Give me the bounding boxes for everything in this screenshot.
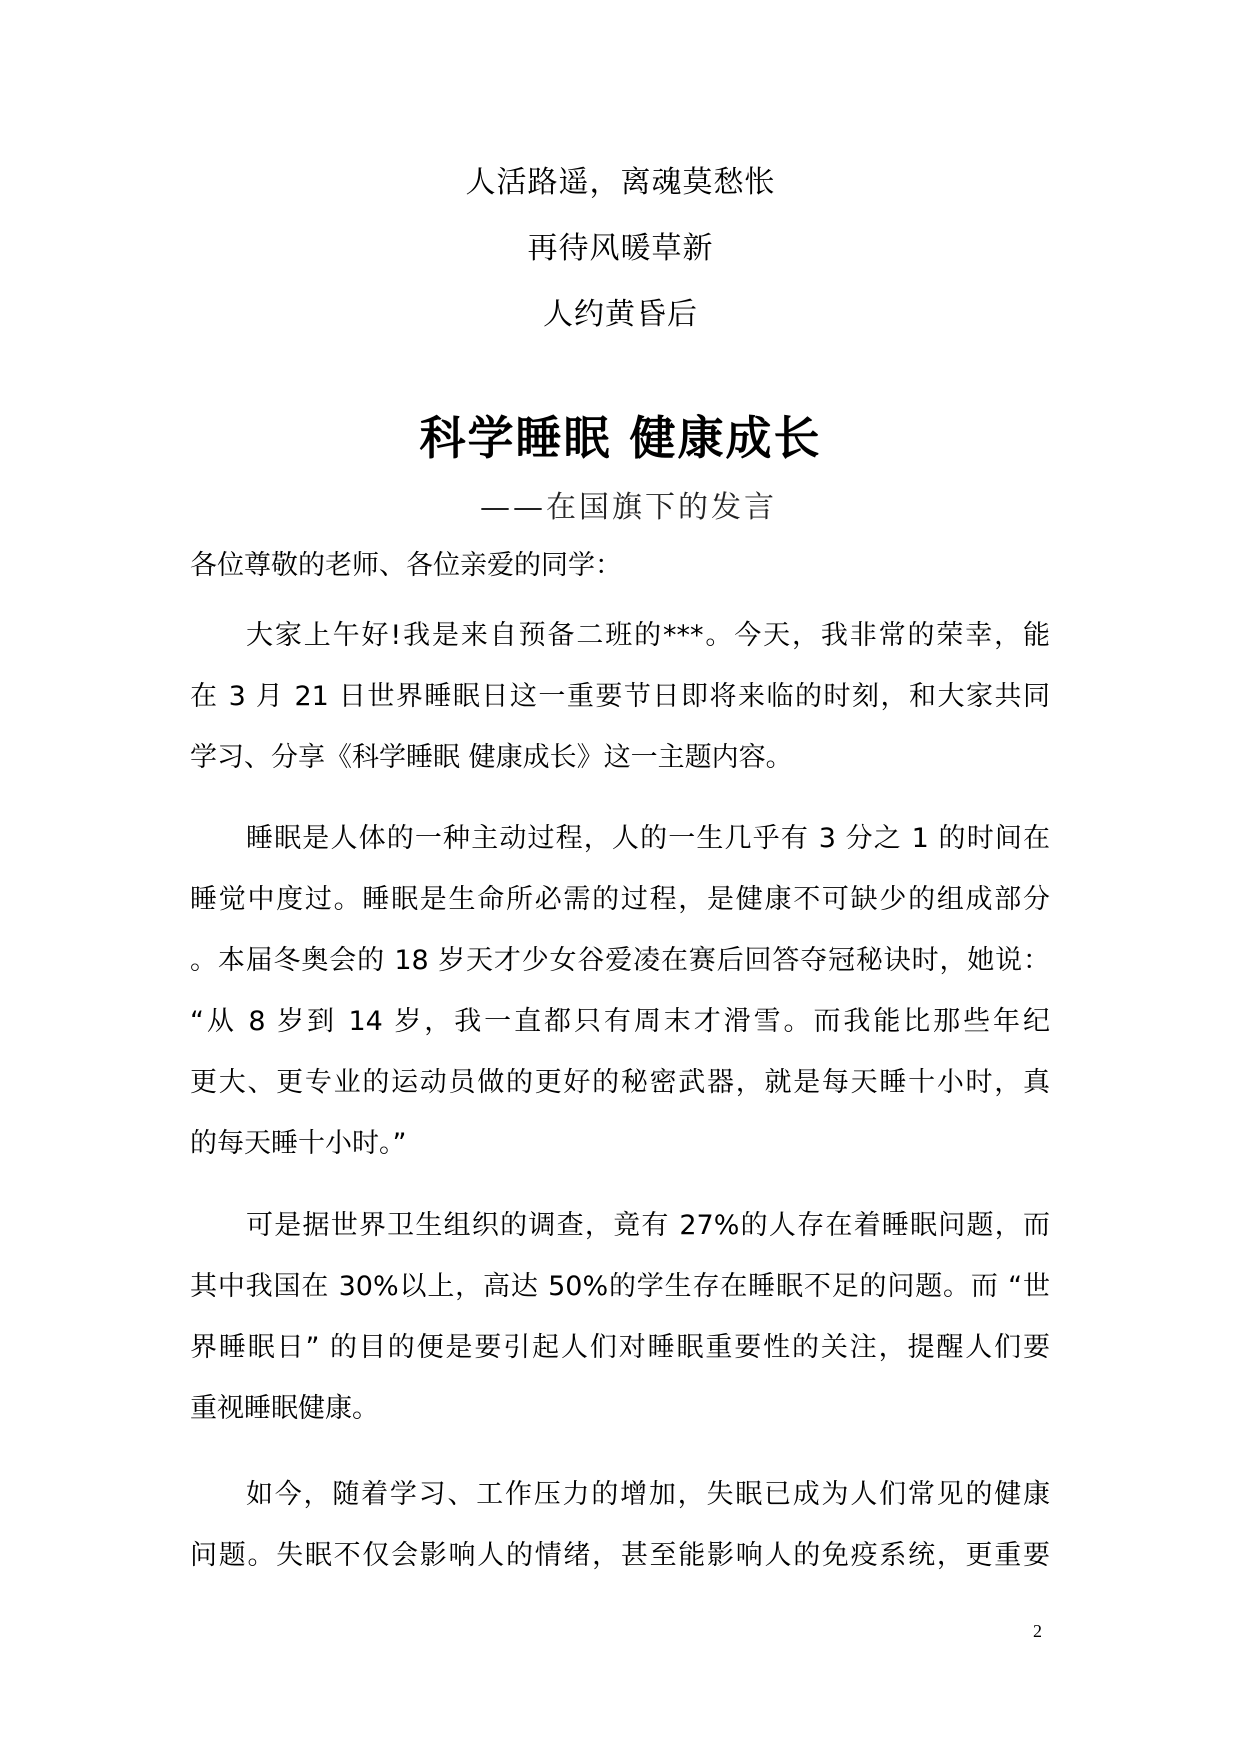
- poem-line-1: 人活路遥，离魂莫愁怅: [465, 165, 776, 200]
- paragraph-line: 问题。失眠不仅会影响人的情绪，甚至能影响人的免疫系统，更重要: [190, 1540, 1050, 1571]
- paragraph-line: 学习、分享《科学睡眠 健康成长》这一主题内容。: [190, 742, 793, 773]
- article-title: 科学睡眠 健康成长: [419, 411, 822, 465]
- page-number: 2: [1033, 1621, 1042, 1641]
- paragraph-line: 的每天睡十小时。”: [190, 1128, 407, 1159]
- paragraph-line: 如今，随着学习、工作压力的增加，失眠已成为人们常见的健康: [246, 1479, 1050, 1510]
- paragraph-line: 重视睡眠健康。: [190, 1393, 379, 1424]
- paragraph-line: 大家上午好!我是来自预备二班的***。今天，我非常的荣幸，能: [246, 620, 1050, 651]
- paragraph-4: [190, 1464, 1050, 1586]
- paragraph-line: 睡觉中度过。睡眠是生命所必需的过程，是健康不可缺少的组成部分: [190, 884, 1050, 915]
- paragraph-line: 更大、更专业的运动员做的更好的秘密武器，就是每天睡十小时，真: [190, 1067, 1050, 1098]
- salutation: 各位尊敬的老师、各位亲爱的同学：: [190, 550, 622, 581]
- paragraph-1: [190, 605, 1050, 788]
- paragraph-line: 。本届冬奥会的 18 岁天才少女谷爱凌在赛后回答夺冠秘诀时，她说：: [190, 945, 1050, 976]
- paragraph-line: 在 3 月 21 日世界睡眠日这一重要节日即将来临的时刻，和大家共同: [190, 681, 1050, 712]
- paragraph-3: [190, 1195, 1050, 1439]
- paragraph-line: 睡眠是人体的一种主动过程，人的一生几乎有 3 分之 1 的时间在: [246, 823, 1050, 854]
- poem-line-3: 人约黄昏后: [543, 297, 698, 332]
- paragraph-line: 界睡眠日” 的目的便是要引起人们对睡眠重要性的关注，提醒人们要: [190, 1332, 1050, 1363]
- article-subtitle: ——在国旗下的发言: [480, 490, 777, 525]
- poem-line-2: 再待风暖草新: [527, 231, 714, 266]
- paragraph-line: “从 8 岁到 14 岁，我一直都只有周末才滑雪。而我能比那些年纪: [190, 1006, 1050, 1037]
- paragraph-2: [190, 808, 1050, 1174]
- paragraph-line: 可是据世界卫生组织的调查，竟有 27%的人存在着睡眠问题，而: [246, 1210, 1050, 1241]
- paragraph-line: 其中我国在 30%以上，高达 50%的学生存在睡眠不足的问题。而 “世: [190, 1271, 1050, 1302]
